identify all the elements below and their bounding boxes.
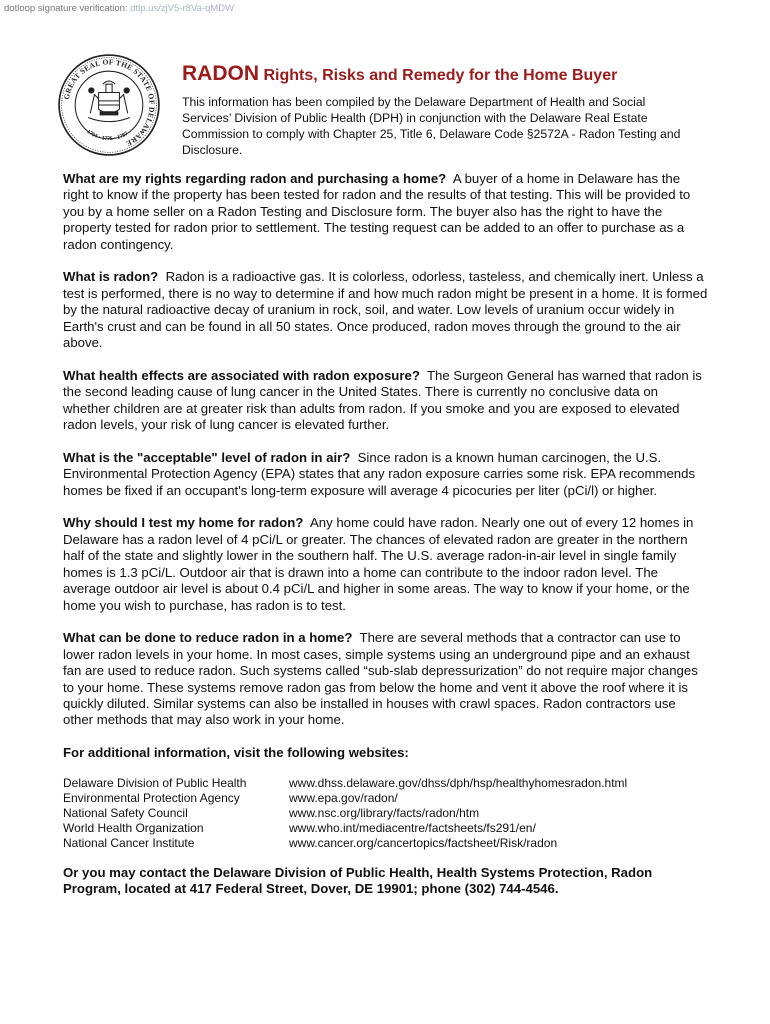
page-title: [182, 62, 617, 86]
section-question: What can be done to reduce radon in a home?: [63, 630, 353, 646]
section-question: What are my rights regarding radon and purchasing a home?: [63, 171, 447, 186]
website-org: National Cancer Institute: [63, 835, 195, 850]
website-url[interactable]: www.cancer.org/cancertopics/factsheet/Risk/radon: [289, 835, 558, 850]
verification-label: dotloop signature verification:: [4, 3, 128, 14]
section-acceptable-level: [63, 450, 708, 499]
website-row: [63, 821, 708, 836]
contact-paragraph: Or you may contact the Delaware Division of Public Health, Health Systems Protection, Radon Program, located at 417 Federal Street, Dover, DE 19901; phone (302) 744-4546.: [63, 864, 653, 896]
intro-paragraph: This information has been compiled by the Delaware Department of Health and Social Services’ Division of Public Health (DPH) in conjunction with the Delaware Real Estate Commission to comply with Chapter 25, Title 6, Delaware Code §2572A - Radon Testing and Disclosure.: [182, 95, 681, 157]
website-org: World Health Organization: [63, 820, 204, 835]
section-question: What is radon?: [63, 269, 159, 285]
website-org: National Safety Council: [63, 805, 188, 820]
website-row: [63, 791, 708, 806]
websites-list: [63, 776, 708, 851]
website-url[interactable]: www.nsc.org/library/facts/radon/htm: [289, 805, 480, 820]
section-what-is-radon: [63, 269, 708, 351]
title-main: RADON: [182, 62, 259, 85]
section-answer: Since radon is a known human carcinogen, the U.S. Environmental Protection Agency (EPA) states that any radon exposure carries some risk. EPA recommends homes be fixed if an occupant's long-term exposure will average 4 picocuries per liter (pCi/l) or higher.: [63, 449, 696, 498]
section-question: What is the "acceptable" level of radon in air?: [63, 449, 351, 465]
website-row: [63, 776, 708, 791]
website-url[interactable]: www.who.int/mediacentre/factsheets/fs291/en/: [289, 820, 536, 835]
website-row: [63, 806, 708, 821]
website-org: Delaware Division of Public Health: [63, 775, 247, 790]
verification-link[interactable]: dtlp.us/zjV5-r8Va-qMDW: [130, 3, 235, 14]
section-question: Why should I test my home for radon?: [63, 515, 304, 531]
section-health-effects: [63, 368, 708, 434]
section-answer: Any home could have radon. Nearly one out of every 12 homes in Delaware has a radon level of 4 pCi/L or greater. The chances of elevated radon are greater in the northern half of the state and slightly lower in the southern half. The U.S. average radon-in-air level in single family homes is 1.3 pCi/L. Outdoor air that is drawn into a home can contribute to the indoor radon level. The average outdoor air level is about 0.4 pCi/L and higher in some areas. The way to know if your home, or the home you wish to purchase, has radon is to test.: [63, 515, 694, 613]
section-why-test: [63, 515, 708, 613]
section-reduce-radon: [63, 630, 708, 728]
section-answer: The Surgeon General has warned that radon is the second leading cause of lung cancer in the United States. There is currently no conclusive data on whether children are at greater risk than adults from radon. If you smoke and you are exposed to elevated radon levels, your risk of lung cancer is elevated further.: [63, 367, 702, 433]
section-answer: Radon is a radioactive gas. It is colorless, odorless, tasteless, and chemically inert. Unless a test is performed, there is no way to determine if and how much radon might be present in a home. It is formed by the natural radioactive decay of uranium in rock, soil, and water. Low levels of uranium occur widely in Earth's crust and can be found in all 50 states. Once produced, radon moves through the ground to the air above.: [63, 269, 708, 351]
website-url[interactable]: www.epa.gov/radon/: [289, 790, 398, 805]
delaware-state-seal: [57, 53, 161, 157]
section-answer: There are several methods that a contractor can use to lower radon levels in your home. In most cases, simple systems using an underground pipe and an exhaust fan are used to reduce radon. Such systems called “sub-slab depressurization” do not require major changes to your home. These systems remove radon gas from below the home and vent it above the roof where it is quickly diluted. Similar systems can also be installed in houses with crawl spaces. Radon contractors use other methods that may also work in your home.: [63, 630, 698, 728]
seal-dates: 1704 · 1776 · 1787: [85, 128, 130, 143]
website-org: Environmental Protection Agency: [63, 790, 240, 805]
website-row: [63, 836, 708, 851]
signature-verification: [4, 3, 234, 14]
website-url[interactable]: www.dhss.delaware.gov/dhss/dph/hsp/healthyhomesradon.html: [289, 775, 628, 790]
section-rights: [63, 171, 708, 253]
websites-heading: For additional information, visit the following websites:: [63, 745, 409, 761]
title-rest: Rights, Risks and Remedy for the Home Buyer: [263, 67, 618, 84]
section-question: What health effects are associated with radon exposure?: [63, 367, 420, 383]
section-answer: A buyer of a home in Delaware has the right to know if the property has been tested for radon and the results of that testing. This will be provided to you by a home seller on a Radon Testing and Disclosure form. The buyer also has the right to have the property tested for radon prior to settlement. The testing request can be added to an offer to purchase as a radon contingency.: [63, 171, 691, 252]
seal-ring-text: GREAT SEAL OF THE STATE OF DELAWARE: [61, 57, 157, 149]
document-body: [63, 171, 708, 914]
